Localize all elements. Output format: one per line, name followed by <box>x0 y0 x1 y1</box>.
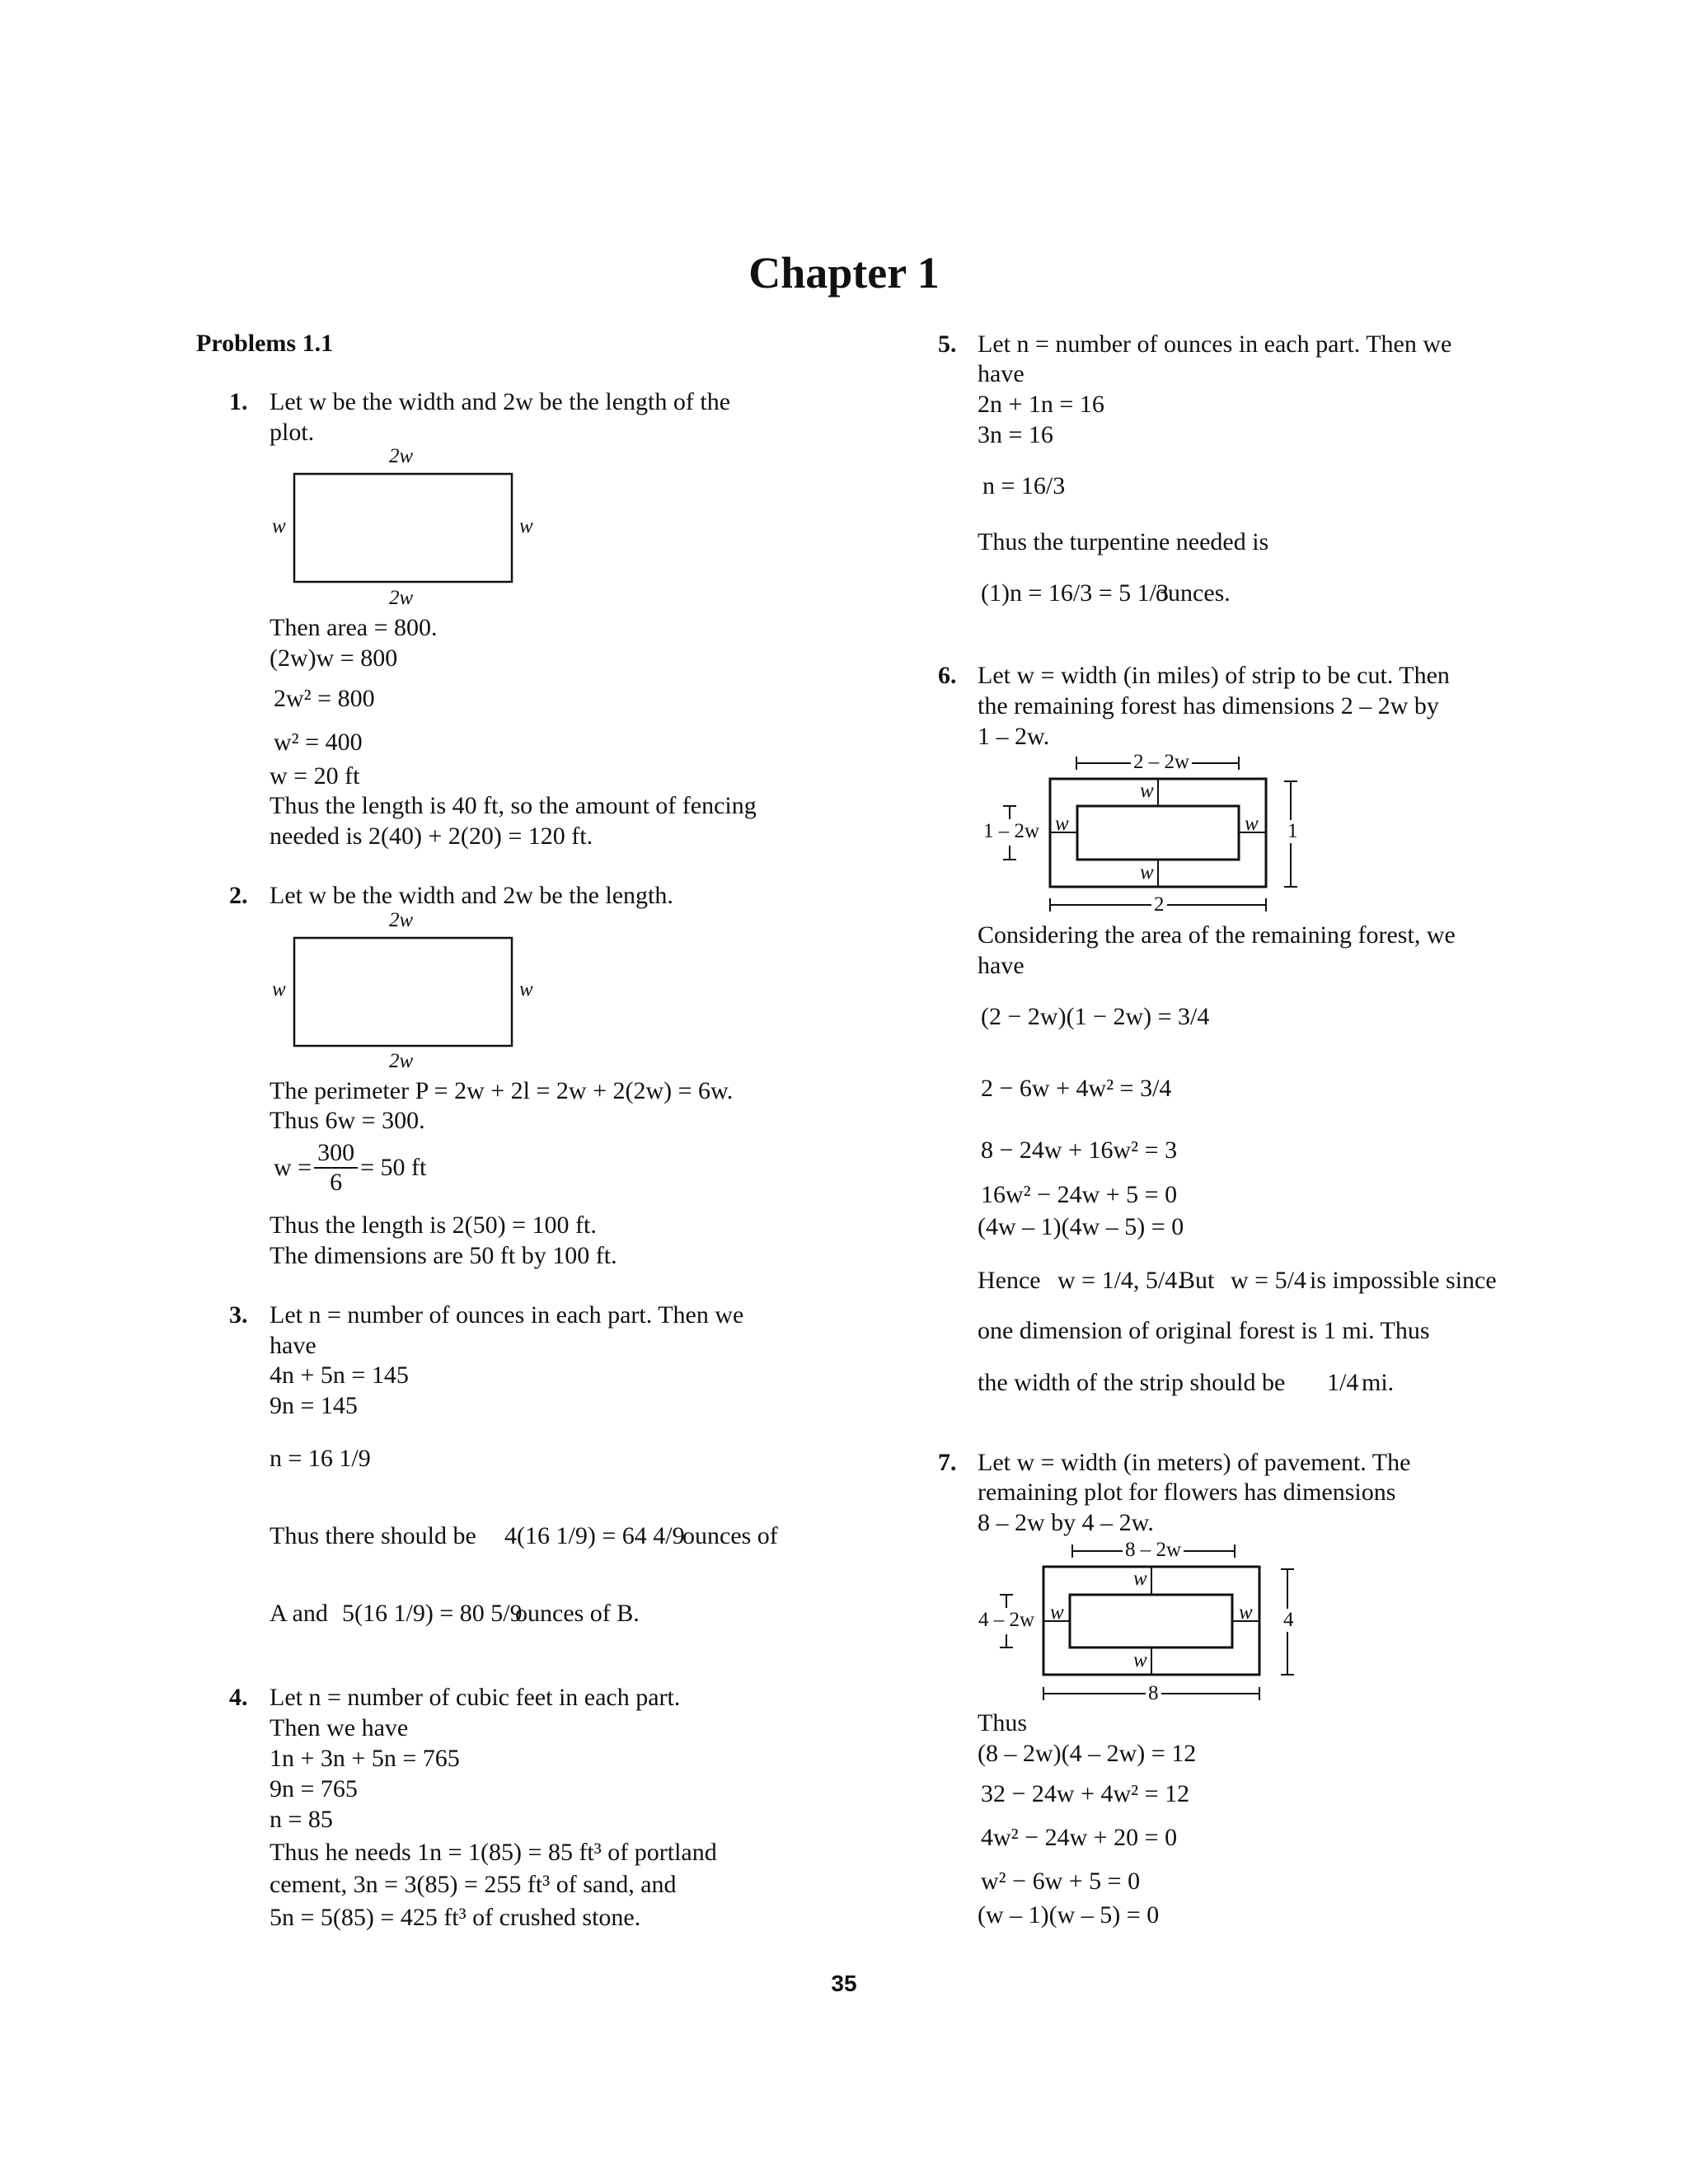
problem-3-expression: 4(16 1/9) = 64 4/9 <box>504 1522 685 1549</box>
problem-6-line: have <box>978 952 1025 979</box>
problem-6-line: one dimension of original forest is 1 mi. Thus <box>978 1317 1430 1344</box>
page-number: 35 <box>831 1971 857 1996</box>
problem-7-equation: 32 − 24w + 4w² = 12 <box>981 1780 1190 1807</box>
problem-6-dim-left: 1 – 2w <box>983 820 1040 842</box>
section-heading: Problems 1.1 <box>196 330 334 357</box>
problem-6-expression: w = 5/4 <box>1231 1267 1306 1294</box>
problem-4-line: n = 85 <box>270 1806 333 1833</box>
problem-4-line: Then we have <box>270 1714 409 1741</box>
problem-6-equation: (2 − 2w)(1 − 2w) = 3/4 <box>981 1003 1210 1030</box>
problem-3-text: A and <box>270 1600 328 1627</box>
problem-1-dim-top: 2w <box>389 445 414 467</box>
problem-3-line: Let n = number of ounces in each part. Then we <box>270 1301 744 1329</box>
problem-4-line: 1n + 3n + 5n = 765 <box>270 1745 460 1772</box>
problem-6-text: the width of the strip should be <box>978 1369 1286 1396</box>
problem-1-number: 1. <box>229 388 248 415</box>
problem-5-line: 2n + 1n = 16 <box>978 391 1104 418</box>
problem-3-line: 4n + 5n = 145 <box>270 1361 409 1389</box>
problem-6-text: But <box>1179 1267 1215 1294</box>
problem-7-inner-left: w <box>1050 1601 1064 1624</box>
problem-7-line: Thus <box>978 1709 1027 1736</box>
problem-1-intro: Let w be the width and 2w be the length of the <box>270 388 731 415</box>
problem-5-line: Thus the turpentine needed is <box>978 528 1269 555</box>
problem-2-dim-right: w <box>519 978 533 1001</box>
problem-6-text: Hence <box>978 1267 1041 1294</box>
problem-7-inner-top: w <box>1133 1568 1147 1590</box>
problem-2-fraction-equation <box>274 1139 426 1197</box>
problem-7-dim-right: 4 <box>1283 1609 1294 1631</box>
problem-3-text: Thus there should be <box>270 1522 476 1549</box>
problem-6-number: 6. <box>938 662 957 689</box>
problem-1-rectangle-diagram <box>272 445 552 610</box>
problem-5-equation: n = 16/3 <box>982 472 1066 499</box>
problem-6-line: Let w = width (in miles) of strip to be cut. Then <box>978 662 1450 689</box>
problem-6-line: 1 – 2w. <box>978 723 1050 750</box>
problem-1-line: w = 20 ft <box>270 762 360 790</box>
problem-3-equation: n = 16 1/9 <box>270 1445 371 1472</box>
problem-2-dim-left: w <box>272 978 286 1001</box>
problem-3-line: 9n = 145 <box>270 1392 358 1419</box>
problem-6-expression: w = 1/4, 5/4. <box>1057 1267 1184 1294</box>
problem-7-equation: (w – 1)(w – 5) = 0 <box>978 1901 1160 1929</box>
problem-6-inner-bottom: w <box>1140 861 1154 883</box>
problem-1-dim-bottom: 2w <box>389 587 414 609</box>
fraction-numerator: 300 <box>314 1139 358 1169</box>
problem-1-intro-cont: plot. <box>270 419 315 446</box>
problem-6-inner-right: w <box>1245 813 1259 835</box>
problem-7-equation: 4w² − 24w + 20 = 0 <box>981 1824 1178 1851</box>
problem-2-intro: Let w be the width and 2w be the length. <box>270 882 673 909</box>
problem-6-text: mi. <box>1362 1369 1395 1396</box>
problem-1-line: (2w)w = 800 <box>270 644 398 672</box>
problem-6-equation: (4w – 1)(4w – 5) = 0 <box>978 1213 1184 1240</box>
problem-2-dim-top: 2w <box>389 909 414 931</box>
problem-6-equation: 16w² − 24w + 5 = 0 <box>981 1181 1178 1208</box>
problem-4-line: Thus he needs 1n = 1(85) = 85 ft³ of portland <box>270 1839 717 1866</box>
problem-6-equation: 8 − 24w + 16w² = 3 <box>981 1137 1178 1164</box>
problem-6-dim-right: 1 <box>1287 820 1298 842</box>
problem-6-equation: 2 − 6w + 4w² = 3/4 <box>981 1075 1172 1102</box>
problem-7-line: remaining plot for flowers has dimensions <box>978 1479 1396 1506</box>
problem-1-line: needed is 2(40) + 2(20) = 120 ft. <box>270 823 593 850</box>
problem-6-line: Considering the area of the remaining forest, we <box>978 921 1456 949</box>
problem-1-line: Thus the length is 40 ft, so the amount of fencing <box>270 792 757 819</box>
problem-4-line: 5n = 5(85) = 425 ft³ of crushed stone. <box>270 1904 641 1931</box>
problem-5-line: Let n = number of ounces in each part. Then we <box>978 330 1452 358</box>
problem-1-dim-left: w <box>272 515 286 537</box>
problem-2-line: The dimensions are 50 ft by 100 ft. <box>270 1242 617 1269</box>
problem-4-number: 4. <box>229 1684 248 1711</box>
problem-3-line: have <box>270 1332 316 1359</box>
problem-2-line: Thus the length is 2(50) = 100 ft. <box>270 1212 597 1239</box>
problem-6-dim-bottom: 2 <box>1151 893 1167 916</box>
problem-7-dim-top: 8 – 2w <box>1123 1539 1184 1562</box>
problem-7-equation: w² − 6w + 5 = 0 <box>981 1868 1141 1895</box>
problem-5-number: 5. <box>938 330 957 358</box>
problem-2-number: 2. <box>229 882 248 909</box>
problem-3-text: ounces of B. <box>515 1600 640 1627</box>
chapter-title: Chapter 1 <box>748 248 940 298</box>
problem-1-equation: w² = 400 <box>274 729 363 756</box>
problem-6-inner-left: w <box>1055 813 1069 835</box>
problem-7-equation: (8 – 2w)(4 – 2w) = 12 <box>978 1740 1197 1767</box>
problem-4-line: Let n = number of cubic feet in each part. <box>270 1684 681 1711</box>
problem-6-text: is impossible since <box>1310 1267 1497 1294</box>
problem-7-dim-left: 4 – 2w <box>978 1609 1035 1631</box>
problem-7-inner-right: w <box>1239 1601 1253 1624</box>
problem-4-line: 9n = 765 <box>270 1775 358 1802</box>
problem-7-line: 8 – 2w by 4 – 2w. <box>978 1509 1154 1536</box>
problem-7-dim-bottom: 8 <box>1146 1682 1161 1705</box>
problem-3-number: 3. <box>229 1301 248 1329</box>
problem-6-line: the remaining forest has dimensions 2 – 2w by <box>978 692 1439 719</box>
problem-1-dim-right: w <box>519 515 533 537</box>
problem-7-line: Let w = width (in meters) of pavement. The <box>978 1449 1411 1476</box>
fraction-denominator: 6 <box>330 1169 343 1196</box>
problem-2-line: Thus 6w = 300. <box>270 1107 425 1134</box>
problem-6-dim-top: 2 – 2w <box>1131 751 1192 774</box>
problem-1-equation: 2w² = 800 <box>274 685 375 712</box>
problem-6-expression: 1/4 <box>1327 1369 1359 1396</box>
problem-2-dim-bottom: 2w <box>389 1050 414 1072</box>
problem-5-equation: (1)n = 16/3 = 5 1/3 <box>981 579 1169 607</box>
problem-1-line: Then area = 800. <box>270 614 438 641</box>
problem-6-inner-top: w <box>1140 780 1154 802</box>
problem-7-inner-bottom: w <box>1133 1649 1147 1671</box>
problem-4-line: cement, 3n = 3(85) = 255 ft³ of sand, and <box>270 1871 677 1898</box>
equation-lhs: w = <box>274 1154 312 1181</box>
problem-2-line: The perimeter P = 2w + 2l = 2w + 2(2w) = 6w. <box>270 1077 734 1104</box>
problem-5-line: 3n = 16 <box>978 421 1053 448</box>
problem-5-line: have <box>978 360 1025 387</box>
problem-5-text: ounces. <box>1156 579 1231 607</box>
problem-3-expression: 5(16 1/9) = 80 5/9 <box>342 1600 523 1627</box>
problem-3-text: ounces of <box>682 1522 778 1549</box>
problem-7-number: 7. <box>938 1449 957 1476</box>
equation-rhs: = 50 ft <box>360 1154 427 1181</box>
